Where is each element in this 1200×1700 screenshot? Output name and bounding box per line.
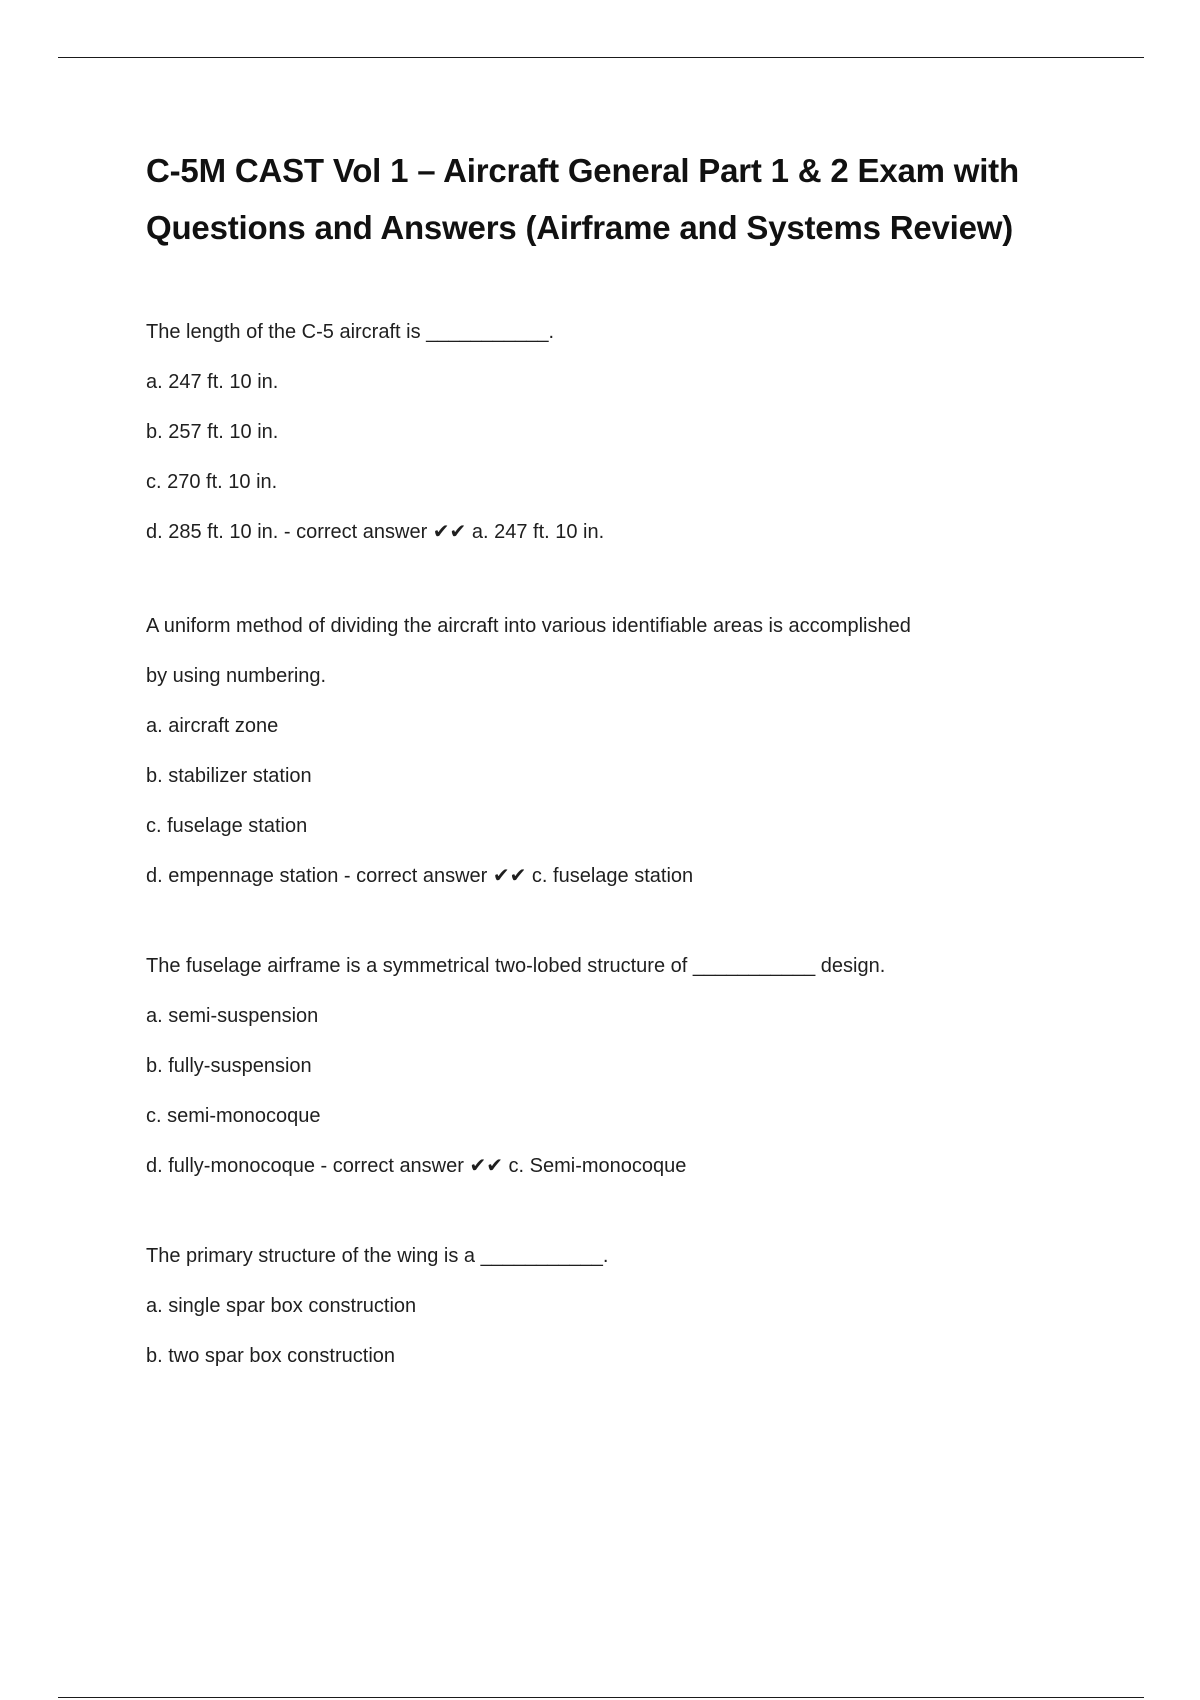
- answer-option: a. 247 ft. 10 in.: [146, 371, 279, 393]
- question-3: [146, 954, 1106, 1178]
- top-rule: [58, 57, 1144, 58]
- answer-option-with-correct-answer: d. empennage station - correct answer ✔✔ c. fuselage station: [146, 865, 694, 887]
- answer-option: b. stabilizer station: [146, 765, 312, 787]
- answer-option: c. semi-monocoque: [146, 1105, 321, 1127]
- document-title: [146, 142, 1106, 256]
- bottom-rule: [58, 1697, 1144, 1698]
- question-4: [146, 1244, 1106, 1368]
- answer-option: c. 270 ft. 10 in.: [146, 471, 278, 493]
- answer-option: a. single spar box construction: [146, 1295, 417, 1317]
- title-line-1: C-5M CAST Vol 1 – Aircraft General Part 1 & 2 Exam with: [146, 152, 1019, 189]
- question-2: [146, 614, 1106, 888]
- answer-option: b. two spar box construction: [146, 1345, 396, 1367]
- question-text: A uniform method of dividing the aircraft into various identifiable areas is accomplished: [146, 615, 911, 637]
- answer-option-with-correct-answer: d. 285 ft. 10 in. - correct answer ✔✔ a. 247 ft. 10 in.: [146, 521, 605, 543]
- question-text-continued: by using numbering.: [146, 665, 327, 687]
- title-line-2: Questions and Answers (Airframe and Systems Review): [146, 209, 1014, 246]
- answer-option: b. fully-suspension: [146, 1055, 312, 1077]
- answer-option: c. fuselage station: [146, 815, 308, 837]
- answer-option-with-correct-answer: d. fully-monocoque - correct answer ✔✔ c. Semi-monocoque: [146, 1155, 687, 1177]
- question-text: The fuselage airframe is a symmetrical two-lobed structure of ___________ design.: [146, 955, 886, 977]
- question-text: The length of the C-5 aircraft is ___________.: [146, 321, 555, 343]
- question-text: The primary structure of the wing is a ___________.: [146, 1245, 609, 1267]
- answer-option: a. aircraft zone: [146, 715, 279, 737]
- answer-option: a. semi-suspension: [146, 1005, 319, 1027]
- question-1: [146, 320, 1106, 544]
- answer-option: b. 257 ft. 10 in.: [146, 421, 279, 443]
- document-body: [146, 142, 1106, 1368]
